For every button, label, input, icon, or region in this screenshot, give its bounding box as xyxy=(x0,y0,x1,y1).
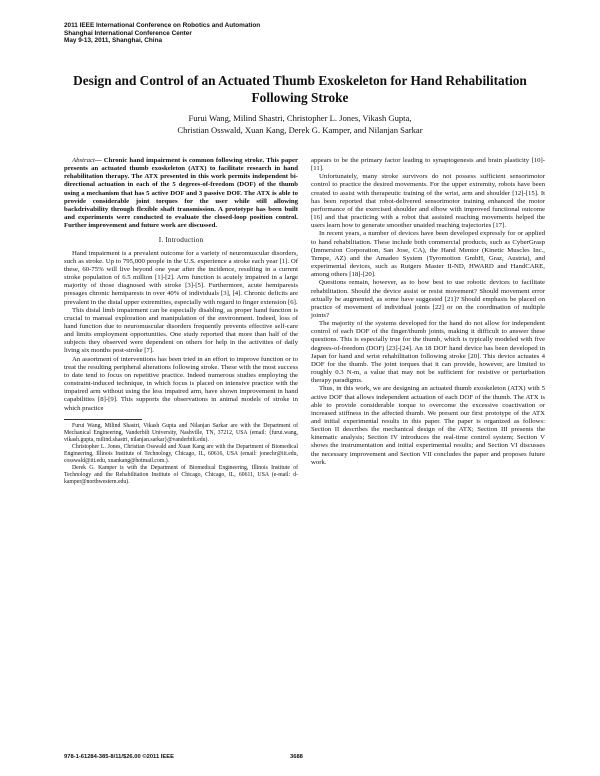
left-column xyxy=(64,157,298,486)
conference-date: May 9-13, 2011, Shanghai, China xyxy=(64,37,163,45)
conference-name: 2011 IEEE International Conference on Robotics and Automation xyxy=(64,22,261,29)
footnote-divider xyxy=(64,419,142,420)
footnote: Christopher L. Jones, Christian Osswald and Xuan Kang are with the Department of Biomedical Engineering, Illinois Institute of Technology, Chicago, IL, 60616, USA (email: jonechr@iit.edu, cosswald@iit.edu, xuankang@hotmail.com.). xyxy=(64,443,298,464)
abstract-label: Abstract xyxy=(72,157,95,164)
conference-header xyxy=(64,22,260,45)
abstract-text: — Chronic hand impairment is common following stroke. This paper presents an actuated thumb exoskeleton (ATX) to facilitate research in hand rehabilitation therapy. The ATX presented in this work permits independent bi-directional actuation in each of the 5 degrees-of-freedom (DOF) of the thumb using a mechanism that has 5 active DOF and 3 passive DOF. The ATX is able to provide considerable joint torques for the user while still allowing backdrivability through flexible shaft transmission. A prototype has been built and experiments were conducted to evaluate the closed-loop position control. Further improvement and future work are discussed. xyxy=(64,157,298,230)
paragraph: This distal limb impairment can be especially disabling, as proper hand function is crucial to manual exploration and manipulation of the environment. Indeed, loss of hand function due to neuromuscular disorders frequently prevents effective self-care and limits employment opportunities. One study reported that more than half of the subjects they observed were dependent on others for help in the activities of daily living six months post-stroke [7]. xyxy=(64,306,298,355)
author-line: Christian Osswald, Xuan Kang, Derek G. Kamper, and Nilanjan Sarkar xyxy=(177,124,423,135)
right-column xyxy=(311,157,545,467)
page-number: 3688 xyxy=(290,754,303,760)
abstract xyxy=(64,157,298,230)
author-line: Furui Wang, Milind Shastri, Christopher L. Jones, Vikash Gupta, xyxy=(188,113,412,123)
copyright-line: 978-1-61284-385-8/11/$26.00 ©2011 IEEE xyxy=(64,754,174,760)
paper-title: Design and Control of an Actuated Thumb Exoskeleton for Hand Rehabilitation Following Stroke xyxy=(73,73,527,105)
paragraph: Hand impairment is a prevalent outcome for a variety of neuromuscular disorders, such as stroke. Up to 795,000 people in the U.S. experience a stroke each year [1]. Of these, 60-75% will live beyond one year after the incidence, resulting in a current stroke population of 6.5 million [1]-[2]. Arm function is acutely impaired in a large majority of those diagnosed with stroke [3]-[5]. Furthermore, acute hemiparesis presages chronic hemiparesis in over 40% of individuals [3], [4]. Chronic deficits are prevalent in the distal upper extremities, especially with regard to finger extension [6]. xyxy=(64,249,298,306)
paragraph: Thus, in this work, we are designing an actuated thumb exoskeleton (ATX) with 5 active DOF that allows independent actuation of each DOF of the thumb. The ATX is able to provide considerable torque to overcome the excessive coactivation or increased stiffness in the affected thumb. We present our first prototype of the ATX and initial experimental results in this paper. The paper is organized as follows: Section II describes the mechanical design of the ATX; Section III presents the kinematic analysis; Section IV introduces the real-time control system; Section V shows the instrumentation and initial experimental results; and Section VI discusses the necessary improvement and Section VII concludes the paper and proposes future work. xyxy=(311,385,545,466)
paragraph: appears to be the primary factor leading to synaptogenesis and brain plasticity [10]-[11]. xyxy=(311,157,545,173)
conference-venue: Shanghai International Conference Center xyxy=(64,29,192,37)
author-list xyxy=(80,113,520,136)
paragraph: The majority of the systems developed for the hand do not allow for independent control of each DOF of the finger/thumb joints, making it difficult to answer these questions. This is especially true for the thumb, which is typically modeled with five degrees-of-freedom (DOF) [23]-[24]. An 18 DOF hand device has been developed in Japan for hand and wrist rehabilitation following stroke [20]. This device actuates 4 DOF for the thumb. The joint torques that it can provide, however, are limited to roughly 0.3 N-m, a value that may not be sufficient for resistive or perturbation therapy paradigms. xyxy=(311,320,545,385)
section-heading: I. Introduction xyxy=(158,236,204,245)
footnote: Derek G. Kamper is with the Department of Biomedical Engineering, Illinois Institute of Technology and the Rehabilitation Institute of Chicago, Chicago, IL, 60611, USA (e-mail: d-kamper@northwestern.edu). xyxy=(64,464,298,485)
paragraph: Questions remain, however, as to how best to use robotic devices to facilitate rehabilitation. Should the device assist or resist movement? Should movement error actually be augmented, as some have suggested [21]? Should emphasis be placed on practice of movement of individual joints [22] or on the coordination of multiple joints? xyxy=(311,279,545,319)
paragraph: An assortment of interventions has been tried in an effort to improve function or to treat the resulting peripheral alterations following stroke. These with the most success to date tend to focus on repetitive practice. Indeed numerous studies employing the constraint-induced technique, in which focus is placed on intensive practice with the impaired arm without using the less impaired arm, have shown improvement in hand capabilities [8]-[9]. This supports the observations in animal models of stroke in which practice xyxy=(64,355,298,412)
footnote: Furui Wang, Milind Shastri, Vikash Gupta and Nilanjan Sarkar are with the Department of Mechanical Engineering, Vanderbilt University, Nashville, TN, 37212, USA (email: {furui.wang, vikash.gupta, milind.shastri, nilanjan.sarkar}@vanderbilt.edu). xyxy=(64,422,298,443)
paragraph: Unfortunately, many stroke survivors do not possess sufficient sensorimotor control to practice the desired movements. For the upper extremity, robots have been created to assist with therapeutic training of the wrist, arm and shoulder [12]-[15]. It has been reported that robot-delivered sensorimotor training enhanced the motor performance of the exercised shoulder and elbow with improved functional outcome [16] and that practicing with a robot that assisted reaching movements helped the users learn how to generate smoother unaided reaching trajectories [17]. xyxy=(311,173,545,230)
author-affiliations xyxy=(64,423,298,486)
paragraph: In recent years, a number of devices have been developed expressly for or applied to hand rehabilitation. These include both commercial products, such as CyberGrasp (Immersion Corporation, San Jose, CA), the Hand Mentor (Kinetic Muscles Inc., Tempe, AZ) and the Amadeo System (Tyromotion GmbH, Graz, Austria), and experimental devices, such as Rutgers Master II-ND, HWARD and HandCARE, among others [18]-[20]. xyxy=(311,230,545,279)
